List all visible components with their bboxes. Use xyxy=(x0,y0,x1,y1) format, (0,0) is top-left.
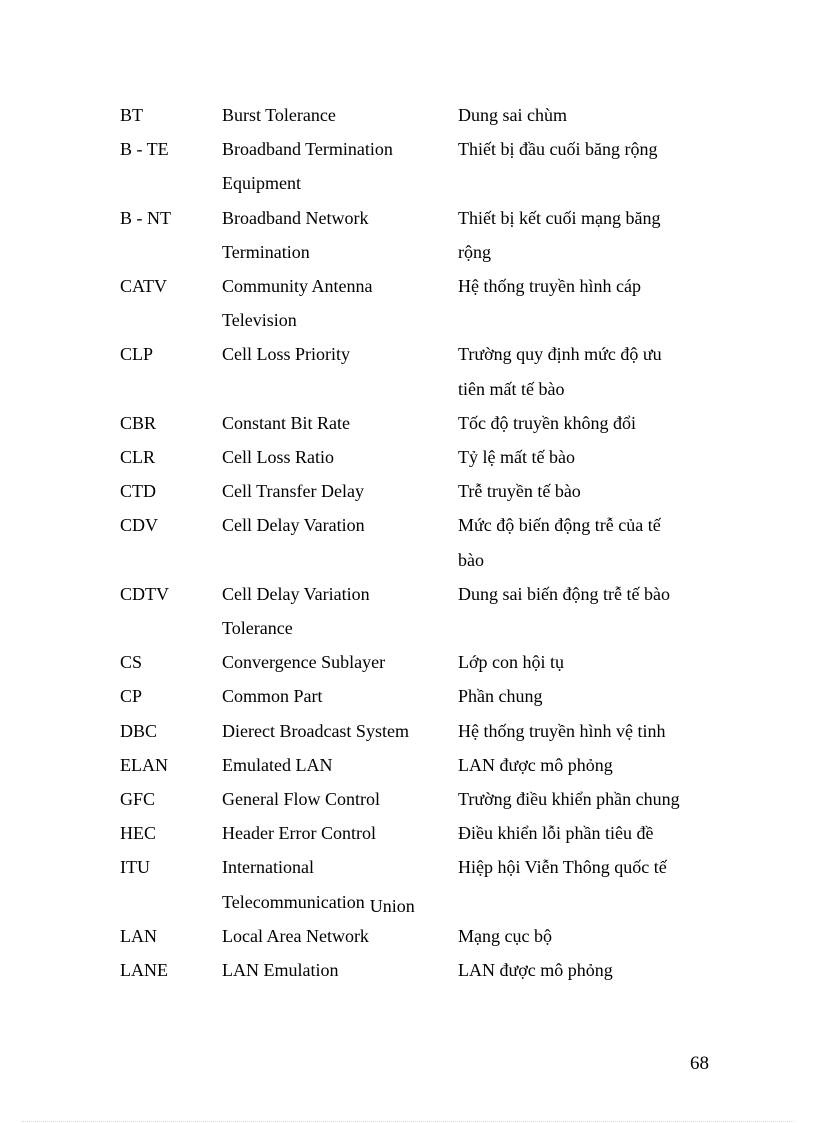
english-term xyxy=(222,714,458,748)
vietnamese-term: Dung sai chùm xyxy=(458,105,567,125)
abbreviation-glossary xyxy=(120,98,720,987)
abbreviation: B - NT xyxy=(120,207,171,228)
vietnamese-term: Tỷ lệ mất tế bào xyxy=(458,447,575,468)
abbreviation: CLP xyxy=(120,344,154,365)
english-term xyxy=(222,406,458,440)
english-term xyxy=(222,98,458,132)
abbreviation: B - TE xyxy=(120,139,169,160)
glossary-row xyxy=(120,132,720,200)
glossary-row xyxy=(120,645,720,679)
english-term-text: Dierect Broadcast System xyxy=(222,720,409,741)
english-term xyxy=(222,679,458,713)
vietnamese-term: Trường quy định mức độ ưu tiên mất tế bào xyxy=(458,344,662,399)
abbreviation: CTD xyxy=(120,481,156,502)
abbreviation: ELAN xyxy=(120,754,168,775)
english-term xyxy=(222,269,458,337)
abbreviation: LAN xyxy=(120,925,157,946)
english-term xyxy=(222,919,458,953)
abbreviation: CP xyxy=(120,686,143,707)
english-term-text: Cell Loss Ratio xyxy=(222,447,334,468)
english-term xyxy=(222,577,458,645)
page-number: 68 xyxy=(690,1053,709,1074)
vietnamese-term: Trường điều khiển phần chung xyxy=(458,789,680,810)
abbreviation: LANE xyxy=(120,960,168,981)
abbreviation: HEC xyxy=(120,823,156,844)
english-term-text: Constant Bit Rate xyxy=(222,412,350,433)
glossary-row xyxy=(120,714,720,748)
english-term-suffix: Union xyxy=(369,895,415,916)
english-term xyxy=(222,508,458,542)
english-term-text: Broadband Termination Equipment xyxy=(222,139,393,194)
glossary-row xyxy=(120,406,720,440)
english-term-text: International Telecommunication xyxy=(222,857,365,912)
glossary-row xyxy=(120,474,720,508)
english-term xyxy=(222,782,458,816)
english-term-text: Cell Loss Priority xyxy=(222,344,351,365)
english-term-text: Community Antenna Television xyxy=(222,276,373,331)
english-term-text: Broadband Network Termination xyxy=(222,207,369,262)
vietnamese-term: Dung sai biến động trễ tế bào xyxy=(458,583,670,604)
vietnamese-term: Hệ thống truyền hình vệ tinh xyxy=(458,720,666,741)
vietnamese-term: Thiết bị kết cuối mạng băng rộng xyxy=(458,207,661,262)
english-term-text: LAN Emulation xyxy=(222,960,339,981)
footer-dotted-rule xyxy=(22,1121,794,1122)
glossary-row xyxy=(120,337,720,405)
glossary-row xyxy=(120,98,720,132)
glossary-row xyxy=(120,782,720,816)
vietnamese-term: Mạng cục bộ xyxy=(458,925,552,946)
english-term xyxy=(222,440,458,474)
glossary-row xyxy=(120,508,720,576)
english-term xyxy=(222,850,458,918)
english-term-text: Header Error Control xyxy=(222,823,376,844)
abbreviation: CDV xyxy=(120,515,159,536)
abbreviation: CDTV xyxy=(120,583,169,604)
english-term-text: Convergence Sublayer xyxy=(222,652,386,673)
english-term xyxy=(222,474,458,508)
glossary-row xyxy=(120,953,720,987)
abbreviation: ITU xyxy=(120,857,150,878)
vietnamese-term: Hiệp hội Viễn Thông quốc tế xyxy=(458,857,667,878)
abbreviation: CBR xyxy=(120,412,157,433)
english-term xyxy=(222,953,458,987)
abbreviation: CATV xyxy=(120,276,168,297)
english-term xyxy=(222,645,458,679)
glossary-row xyxy=(120,679,720,713)
glossary-row xyxy=(120,577,720,645)
vietnamese-term: Lớp con hội tụ xyxy=(458,652,565,673)
english-term-text: Emulated LAN xyxy=(222,754,333,775)
english-term-text: General Flow Control xyxy=(222,789,380,810)
glossary-row xyxy=(120,919,720,953)
english-term xyxy=(222,337,458,371)
abbreviation: CS xyxy=(120,652,143,673)
english-term xyxy=(222,201,458,269)
vietnamese-term: Phần chung xyxy=(458,686,543,707)
english-term-text: Local Area Network xyxy=(222,925,369,946)
vietnamese-term: Trễ truyền tế bào xyxy=(458,481,581,502)
glossary-row xyxy=(120,816,720,850)
abbreviation: GFC xyxy=(120,789,156,810)
glossary-row xyxy=(120,440,720,474)
english-term-text: Cell Delay Variation Tolerance xyxy=(222,583,370,639)
glossary-row xyxy=(120,269,720,337)
abbreviation: CLR xyxy=(120,447,156,468)
vietnamese-term: LAN được mô phỏng xyxy=(458,754,613,775)
glossary-row xyxy=(120,748,720,782)
vietnamese-term: LAN được mô phỏng xyxy=(458,960,613,981)
vietnamese-term: Thiết bị đầu cuối băng rộng xyxy=(458,139,658,160)
vietnamese-term: Hệ thống truyền hình cáp xyxy=(458,276,641,297)
abbreviation: DBC xyxy=(120,720,158,741)
english-term-text: Cell Delay Varation xyxy=(222,515,365,536)
vietnamese-term: Tốc độ truyền không đổi xyxy=(458,412,636,433)
vietnamese-term: Mức độ biến động trễ của tế bào xyxy=(458,515,661,570)
vietnamese-term: Điều khiển lỗi phần tiêu đề xyxy=(458,823,654,844)
english-term-text: Common Part xyxy=(222,686,323,707)
english-term-text: Cell Transfer Delay xyxy=(222,481,364,502)
glossary-row xyxy=(120,201,720,269)
english-term xyxy=(222,816,458,850)
english-term xyxy=(222,132,458,200)
english-term xyxy=(222,748,458,782)
abbreviation: BT xyxy=(120,105,144,125)
english-term-text: Burst Tolerance xyxy=(222,105,336,125)
glossary-row xyxy=(120,850,720,918)
